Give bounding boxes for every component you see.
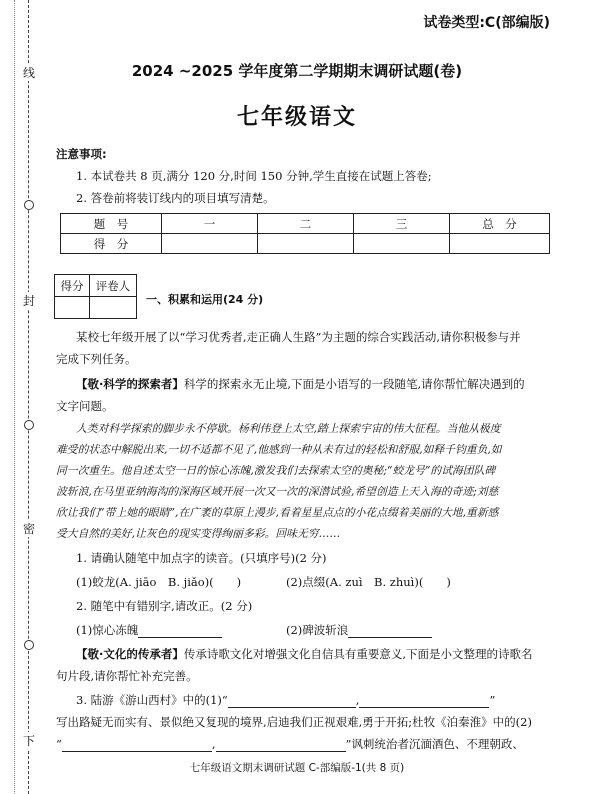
grader-name-cell[interactable] bbox=[90, 297, 137, 319]
answer-blank[interactable] bbox=[62, 739, 212, 752]
binding-circle bbox=[24, 640, 34, 650]
question-2-item-a-label: (1)惊心冻魄 bbox=[76, 623, 139, 637]
question-3-line-1: 3. 陆游《游山西村》中的(1)“ , ” bbox=[76, 693, 496, 707]
binding-circle bbox=[24, 200, 34, 210]
passage-line-5: 欣让我们“带上她的眼睛”,在广袤的草原上漫步,看着星星点点的小花点缀着美丽的大地,重新感 bbox=[56, 506, 499, 519]
question-3-line-3-end: ”讽刺统治者沉湎酒色、不理朝政、 bbox=[345, 737, 524, 751]
question-1-option-a: (1)蛟龙(A. jiāo B. jiǎo)( ) bbox=[76, 575, 242, 589]
task-2-line-2: 句片段,请你帮忙补充完善。 bbox=[56, 669, 198, 683]
score-header-cell: 三 bbox=[354, 214, 450, 234]
task-1-line-2: 文字问题。 bbox=[56, 399, 114, 413]
task-1-line-1 bbox=[76, 376, 525, 392]
question-3-stem: 3. 陆游《游山西村》中的(1)“ bbox=[76, 693, 228, 707]
paper-type-label: 试卷类型:C(部编版) bbox=[423, 15, 550, 31]
question-3-line-3: “ , ”讽刺统治者沉湎酒色、不理朝政、 bbox=[56, 737, 524, 751]
task-2-line-1 bbox=[76, 646, 533, 662]
intro-line-1: 某校七年级开展了以“学习优秀者,走正确人生路”为主题的综合实践活动,请你积极参与并 bbox=[76, 330, 521, 344]
grader-score-cell[interactable] bbox=[55, 297, 90, 319]
score-header-cell: 一 bbox=[162, 214, 258, 234]
note-item-1: 1. 本试卷共 8 页,满分 120 分,时间 150 分钟,学生直接在试题上答卷; bbox=[76, 169, 432, 183]
score-table-score-row bbox=[61, 234, 550, 254]
section-1-title: 一、积累和运用(24 分) bbox=[146, 293, 264, 306]
score-header-cell: 二 bbox=[258, 214, 354, 234]
grader-table bbox=[54, 274, 137, 319]
answer-blank[interactable] bbox=[138, 625, 222, 638]
intro-line-2: 完成下列任务。 bbox=[56, 352, 137, 366]
score-cell[interactable] bbox=[450, 234, 550, 254]
passage-line-2: 难受的状态中解脱出来,一切不适都不见了,他感到一种从未有过的轻松和舒服,如释千钧重负,如 bbox=[56, 443, 502, 456]
passage-line-1: 人类对科学探索的脚步永不停歇。杨利伟登上太空,踏上探索宇宙的伟大征程。当他从极度 bbox=[76, 422, 501, 435]
answer-blank[interactable] bbox=[359, 695, 489, 708]
passage-line-4: 波斩浪,在马里亚纳海沟的深海区域开展一次又一次的深潜试验,希望创造上天入海的奇迹;刘慈 bbox=[56, 485, 499, 498]
page-footer: 七年级语文期末调研试题 C-部编版-1(共 8 页) bbox=[189, 762, 405, 774]
answer-blank[interactable] bbox=[348, 625, 432, 638]
score-cell[interactable] bbox=[162, 234, 258, 254]
notes-heading: 注意事项: bbox=[56, 147, 107, 161]
score-cell[interactable] bbox=[258, 234, 354, 254]
binding-word-xia: 下 bbox=[22, 734, 35, 748]
score-table-header-row bbox=[61, 214, 550, 234]
task-2-text: 传承诗歌文化对增强文化自信具有重要意义,下面是小文整理的诗歌名 bbox=[183, 647, 533, 661]
binding-circle bbox=[24, 420, 34, 430]
question-2-item-b bbox=[286, 622, 432, 638]
question-1-option-b: (2)点缀(A. zuì B. zhuì)( ) bbox=[286, 575, 451, 589]
task-1-text: 科学的探索永无止境,下面是小语写的一段随笔,请你帮忙解决遇到的 bbox=[183, 377, 525, 391]
score-row-label: 得 分 bbox=[61, 234, 162, 254]
grader-score-label: 得分 bbox=[55, 275, 90, 297]
score-cell[interactable] bbox=[354, 234, 450, 254]
task-1-tag: 【敬·科学的探索者】 bbox=[76, 377, 184, 391]
score-header-cell: 题 号 bbox=[61, 214, 162, 234]
grader-name-label: 评卷人 bbox=[90, 275, 137, 297]
passage-line-3: 同一次重生。他自述太空一日的惊心冻魄,激发我们去探索太空的奥秘;“蛟龙号”的试海团队碑 bbox=[56, 464, 496, 477]
task-2-tag: 【敬·文化的传承者】 bbox=[76, 647, 184, 661]
exam-title: 2024 ~2025 学年度第二学期期末调研试题(卷) bbox=[131, 62, 463, 80]
subject-title: 七年级语文 bbox=[236, 105, 357, 130]
question-2-stem: 2. 随笔中有错别字,请改正。(2 分) bbox=[76, 599, 253, 613]
note-item-2: 2. 答卷前将装订线内的项目填写清楚。 bbox=[76, 191, 275, 205]
score-table bbox=[60, 213, 550, 254]
question-2-item-a bbox=[76, 622, 222, 638]
passage-line-6: 受大自然的美好,让灰色的现实变得绚丽多彩。回味无穷…… bbox=[56, 527, 341, 540]
binding-word-mi: 密 bbox=[22, 522, 35, 536]
question-3-line-2: 写出路疑无而实有、景似绝又复现的境界,启迪我们正视艰难,勇于开拓;杜牧《泊秦淮》中的(2) bbox=[56, 715, 532, 729]
score-header-cell: 总 分 bbox=[450, 214, 550, 234]
question-1-stem: 1. 请确认随笔中加点字的读音。(只填序号)(2 分) bbox=[76, 551, 327, 565]
question-2-item-b-label: (2)碑波斩浪 bbox=[286, 623, 349, 637]
binding-word-feng: 封 bbox=[22, 294, 35, 308]
answer-blank[interactable] bbox=[228, 695, 356, 708]
answer-blank[interactable] bbox=[216, 739, 346, 752]
binding-word-xian: 线 bbox=[22, 66, 35, 80]
